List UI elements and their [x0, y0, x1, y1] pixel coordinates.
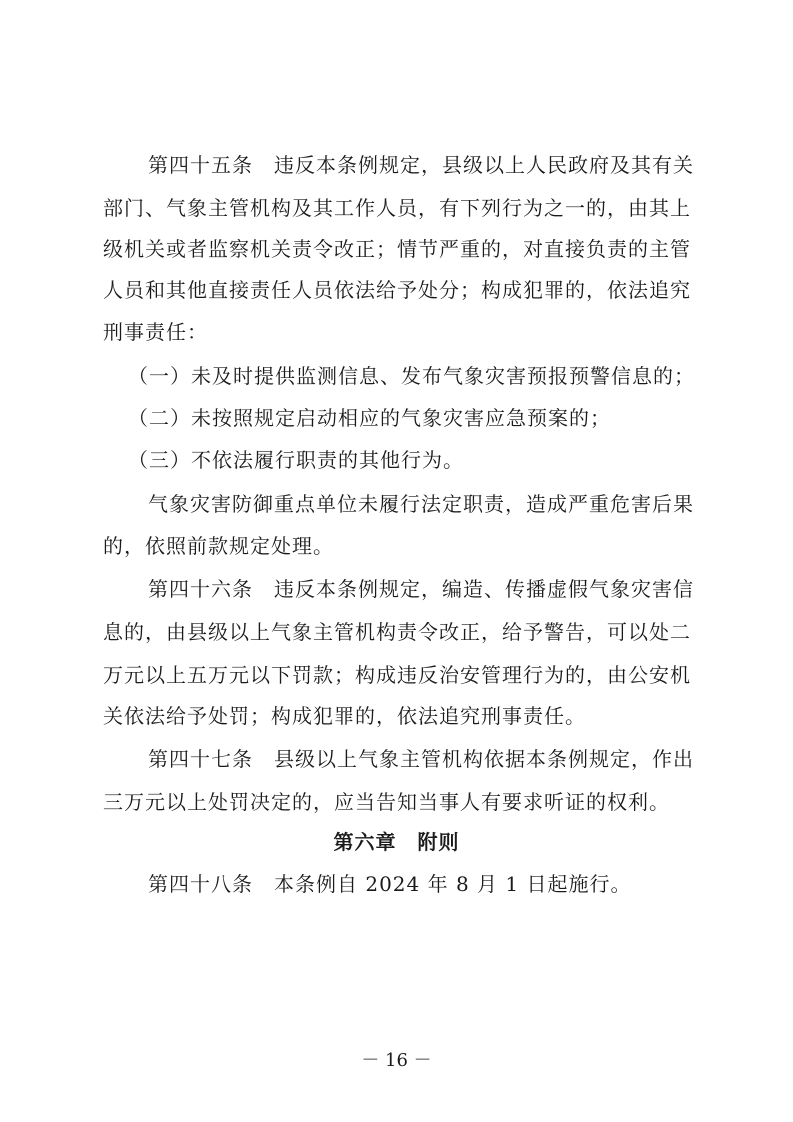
- article-45-line: 部门、气象主管机构及其工作人员，有下列行为之一的，由其上: [103, 196, 691, 220]
- article-45-line: 级机关或者监察机关责令改正；情节严重的，对直接负责的主管: [103, 237, 691, 261]
- list-item: （一）未及时提供监测信息、发布气象灾害预报预警信息的；: [128, 364, 695, 388]
- list-item: （三）不依法履行职责的其他行为。: [128, 448, 464, 472]
- article-47-line: 三万元以上处罚决定的，应当告知当事人有要求听证的权利。: [103, 790, 670, 814]
- paragraph-line: 气象灾害防御重点单位未履行法定职责，造成严重危害后果: [148, 492, 694, 516]
- page-number: － 16 －: [361, 1050, 432, 1071]
- article-46-line: 万元以上五万元以下罚款；构成违反治安管理行为的，由公安机: [103, 663, 691, 687]
- article-45-line: 人员和其他直接责任人员依法给予处分；构成犯罪的，依法追究: [103, 278, 691, 302]
- article-45-line: 第四十五条 违反本条例规定，县级以上人民政府及其有关: [148, 153, 694, 177]
- article-47-line: 第四十七条 县级以上气象主管机构依据本条例规定，作出: [148, 747, 694, 771]
- article-45-line: 刑事责任：: [103, 320, 208, 344]
- list-item: （二）未按照规定启动相应的气象灾害应急预案的；: [128, 406, 611, 430]
- article-46-line: 息的，由县级以上气象主管机构责令改正，给予警告，可以处二: [103, 620, 691, 644]
- paragraph-line: 的，依照前款规定处理。: [103, 534, 334, 558]
- chapter-heading: 第六章 附则: [333, 830, 460, 854]
- article-46-line: 关依法给予处罚；构成犯罪的，依法追究刑事责任。: [103, 704, 586, 728]
- article-46-line: 第四十六条 违反本条例规定，编造、传播虚假气象灾害信: [148, 577, 694, 601]
- article-48: 第四十八条 本条例自 2024 年 8 月 1 日起施行。: [148, 872, 632, 896]
